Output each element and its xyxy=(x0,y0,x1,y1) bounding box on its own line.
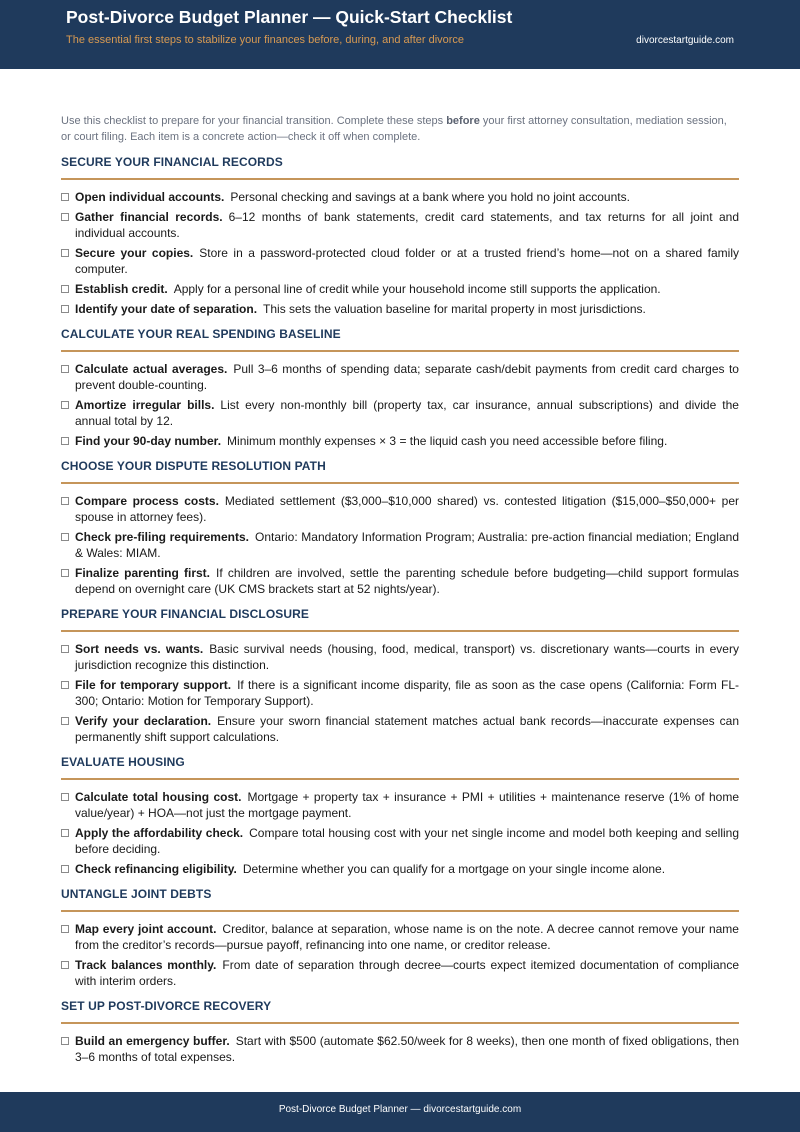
checklist-item xyxy=(61,433,739,449)
checkbox-icon[interactable] xyxy=(61,961,69,969)
item-label: Amortize irregular bills. xyxy=(75,398,215,412)
item-label: Calculate total housing cost. xyxy=(75,790,242,804)
checkbox-icon[interactable] xyxy=(61,569,69,577)
item-text: If there is a significant income disparity, file as soon as the case opens (California: Form FL-300; Ontario: Motion for Temporary Support). xyxy=(75,678,739,708)
item-label: Find your 90-day number. xyxy=(75,434,222,448)
item-text: Personal checking and savings at a bank where you hold no joint accounts. xyxy=(230,190,630,204)
checkbox-icon[interactable] xyxy=(61,305,69,313)
checklist-item xyxy=(61,789,739,821)
item-text: If children are involved, settle the parenting schedule before budgeting—child support formulas depend on overnight care (UK CMS brackets start at 52 nights/year). xyxy=(75,566,739,596)
item-text: Store in a password-protected cloud folder or at a trusted friend’s home—not on a shared family computer. xyxy=(75,246,739,276)
item-text: Determine whether you can qualify for a mortgage on your single income alone. xyxy=(242,862,666,876)
item-label: Finalize parenting first. xyxy=(75,566,210,580)
checkbox-icon[interactable] xyxy=(61,925,69,933)
section-title: SET UP POST-DIVORCE RECOVERY xyxy=(61,999,739,1024)
section-title: CALCULATE YOUR REAL SPENDING BASELINE xyxy=(61,327,739,352)
checklist-item xyxy=(61,921,739,953)
page-footer: Post-Divorce Budget Planner — divorcestartguide.com xyxy=(0,1092,800,1132)
item-label: Map every joint account. xyxy=(75,922,217,936)
checklist-section xyxy=(61,459,739,597)
item-text: Start with $500 (automate $62.50/week for 8 weeks), then one month of fixed obligations, then 3–6 months of total expenses. xyxy=(75,1034,739,1064)
checklist-item xyxy=(61,529,739,561)
item-text: Mediated settlement ($3,000–$10,000 shared) vs. contested litigation ($15,000–$50,000+ per spouse in attorney fees). xyxy=(75,494,740,524)
checklist-item xyxy=(61,957,739,989)
item-label: Establish credit. xyxy=(75,282,168,296)
checklist-item xyxy=(61,301,739,317)
item-label: Track balances monthly. xyxy=(75,958,217,972)
item-label: Check refinancing eligibility. xyxy=(75,862,237,876)
checklist-content xyxy=(61,113,739,1075)
item-label: Build an emergency buffer. xyxy=(75,1034,230,1048)
item-text: Apply for a personal line of credit while your household income still supports the application. xyxy=(173,282,661,296)
checklist-item xyxy=(61,825,739,857)
item-label: Sort needs vs. wants. xyxy=(75,642,204,656)
item-text: Mortgage + property tax + insurance + PMI + utilities + maintenance reserve (1% of home value/year) + HOA—not just the mortgage payment. xyxy=(75,790,739,820)
section-title: PREPARE YOUR FINANCIAL DISCLOSURE xyxy=(61,607,739,632)
item-text: Creditor, balance at separation, whose name is on the note. A decree cannot remove your name from the creditor’s records—pursue payoff, refinancing into one name, or creditor release. xyxy=(75,922,739,952)
section-title: SECURE YOUR FINANCIAL RECORDS xyxy=(61,155,739,180)
checklist-sections xyxy=(61,155,739,1065)
checkbox-icon[interactable] xyxy=(61,437,69,445)
item-label: Calculate actual averages. xyxy=(75,362,228,376)
intro-paragraph: Use this checklist to prepare for your financial transition. Complete these steps before your first attorney consultation, mediation session, or court filing. Each item is a concrete action—check it off when complete. xyxy=(61,115,727,143)
item-text: Pull 3–6 months of spending data; separate cash/debit payments from credit card charges to prevent double-counting. xyxy=(75,362,739,392)
checkbox-icon[interactable] xyxy=(61,249,69,257)
checklist-section xyxy=(61,607,739,745)
page-header xyxy=(0,0,800,69)
checkbox-icon[interactable] xyxy=(61,865,69,873)
item-label: Check pre-filing requirements. xyxy=(75,530,249,544)
item-label: Secure your copies. xyxy=(75,246,194,260)
checkbox-icon[interactable] xyxy=(61,401,69,409)
checkbox-icon[interactable] xyxy=(61,645,69,653)
intro-emphasis: before xyxy=(446,115,480,127)
item-label: Identify your date of separation. xyxy=(75,302,258,316)
item-text: 6–12 months of bank statements, credit card statements, and tax returns for all joint and individual accounts. xyxy=(75,210,739,240)
item-text: Ontario: Mandatory Information Program; Australia: pre-action financial mediation; England & Wales: MIAM. xyxy=(75,530,739,560)
item-label: File for temporary support. xyxy=(75,678,232,692)
item-text: This sets the valuation baseline for marital property in most jurisdictions. xyxy=(263,302,646,316)
checkbox-icon[interactable] xyxy=(61,285,69,293)
checklist-item xyxy=(61,565,739,597)
item-label: Compare process costs. xyxy=(75,494,219,508)
item-label: Verify your declaration. xyxy=(75,714,212,728)
checklist-section xyxy=(61,755,739,877)
checklist-item xyxy=(61,189,739,205)
site-name: divorcestartguide.com xyxy=(636,35,734,46)
page-subtitle: The essential first steps to stabilize your finances before, during, and after divorce xyxy=(66,34,465,46)
checkbox-icon[interactable] xyxy=(61,681,69,689)
checkbox-icon[interactable] xyxy=(61,829,69,837)
checklist-item xyxy=(61,677,739,709)
checklist-item xyxy=(61,361,739,393)
checkbox-icon[interactable] xyxy=(61,193,69,201)
checklist-item xyxy=(61,245,739,277)
item-label: Gather financial records. xyxy=(75,210,223,224)
checklist-section xyxy=(61,999,739,1065)
checkbox-icon[interactable] xyxy=(61,365,69,373)
item-text: Minimum monthly expenses × 3 = the liquid cash you need accessible before filing. xyxy=(227,434,668,448)
checkbox-icon[interactable] xyxy=(61,793,69,801)
checklist-item xyxy=(61,861,739,877)
section-title: CHOOSE YOUR DISPUTE RESOLUTION PATH xyxy=(61,459,739,484)
item-text: Basic survival needs (housing, food, medical, transport) vs. discretionary wants—courts in every jurisdiction recognize this distinction. xyxy=(75,642,739,672)
item-text: List every non-monthly bill (property tax, car insurance, annual subscriptions) and divide the annual total by 12. xyxy=(75,398,739,428)
checklist-item xyxy=(61,641,739,673)
section-title: EVALUATE HOUSING xyxy=(61,755,739,780)
item-text: From date of separation through decree—courts expect itemized documentation of compliance with interim orders. xyxy=(75,958,739,988)
checklist-section xyxy=(61,327,739,449)
checkbox-icon[interactable] xyxy=(61,1037,69,1045)
checklist-item xyxy=(61,281,739,297)
item-text: Ensure your sworn financial statement matches actual bank records—inaccurate expenses can permanently shift support calculations. xyxy=(75,714,739,744)
checklist-item xyxy=(61,209,739,241)
item-text: Compare total housing cost with your net single income and model both keeping and selling before deciding. xyxy=(75,826,739,856)
item-label: Apply the affordability check. xyxy=(75,826,244,840)
item-label: Open individual accounts. xyxy=(75,190,225,204)
checkbox-icon[interactable] xyxy=(61,213,69,221)
checklist-item xyxy=(61,493,739,525)
checklist-item xyxy=(61,397,739,429)
checklist-item xyxy=(61,1033,739,1065)
page-title: Post-Divorce Budget Planner — Quick-Start Checklist xyxy=(66,7,513,27)
checklist-section xyxy=(61,887,739,989)
checklist-section xyxy=(61,155,739,317)
checkbox-icon[interactable] xyxy=(61,717,69,725)
section-title: UNTANGLE JOINT DEBTS xyxy=(61,887,739,912)
checkbox-icon[interactable] xyxy=(61,533,69,541)
checklist-item xyxy=(61,713,739,745)
checkbox-icon[interactable] xyxy=(61,497,69,505)
